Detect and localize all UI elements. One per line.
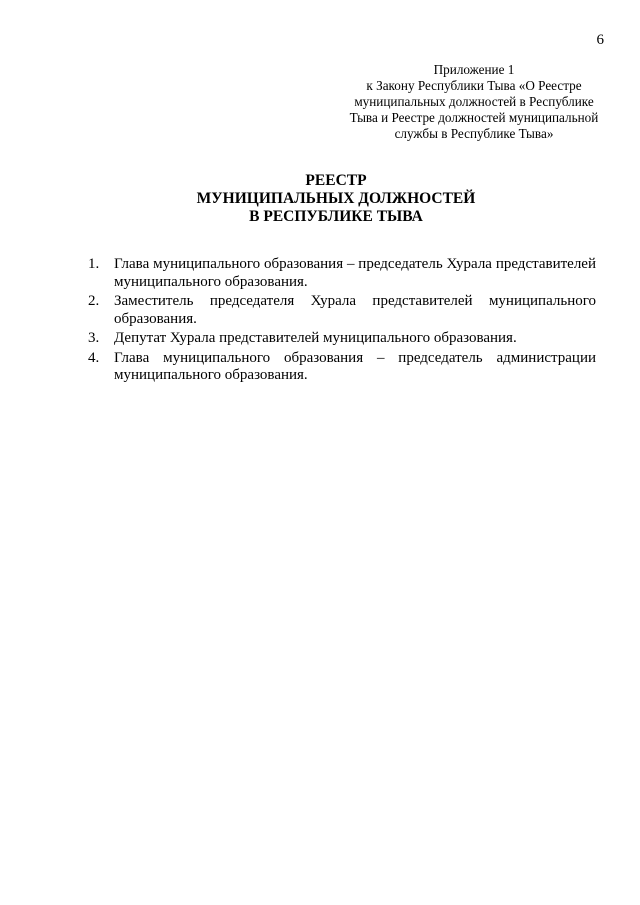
document-title: [0, 172, 640, 226]
appendix-line: муниципальных должностей в Республике: [354, 94, 594, 109]
appendix-line: к Закону Республики Тыва «О Реестре: [366, 78, 582, 93]
appendix-line: службы в Республике Тыва»: [394, 126, 554, 141]
item-number: 1.: [88, 256, 100, 272]
item-text: Глава муниципального образования – председатель Хурала представителей муниципального образования.: [114, 256, 596, 290]
appendix-line: Приложение 1: [433, 62, 515, 77]
title-line: РЕЕСТР: [305, 172, 367, 189]
positions-list: [88, 256, 596, 387]
item-text: Глава муниципального образования – председатель администрации муниципального образования.: [114, 349, 596, 383]
list-item: [88, 330, 596, 348]
list-item: [88, 256, 596, 291]
title-line: МУНИЦИПАЛЬНЫХ ДОЛЖНОСТЕЙ: [196, 190, 476, 207]
page-number: 6: [596, 32, 604, 48]
appendix-line: Тыва и Реестре должностей муниципальной: [349, 110, 599, 125]
title-line: В РЕСПУБЛИКЕ ТЫВА: [249, 208, 423, 225]
item-text: Заместитель председателя Хурала представителей муниципального образования.: [114, 293, 596, 327]
item-number: 2.: [88, 293, 100, 309]
appendix-header: [336, 62, 612, 142]
item-text: Депутат Хурала представителей муниципального образования.: [114, 330, 517, 346]
list-item: [88, 350, 596, 385]
list-item: [88, 293, 596, 328]
item-number: 4.: [88, 349, 100, 366]
item-number: 3.: [88, 330, 100, 346]
